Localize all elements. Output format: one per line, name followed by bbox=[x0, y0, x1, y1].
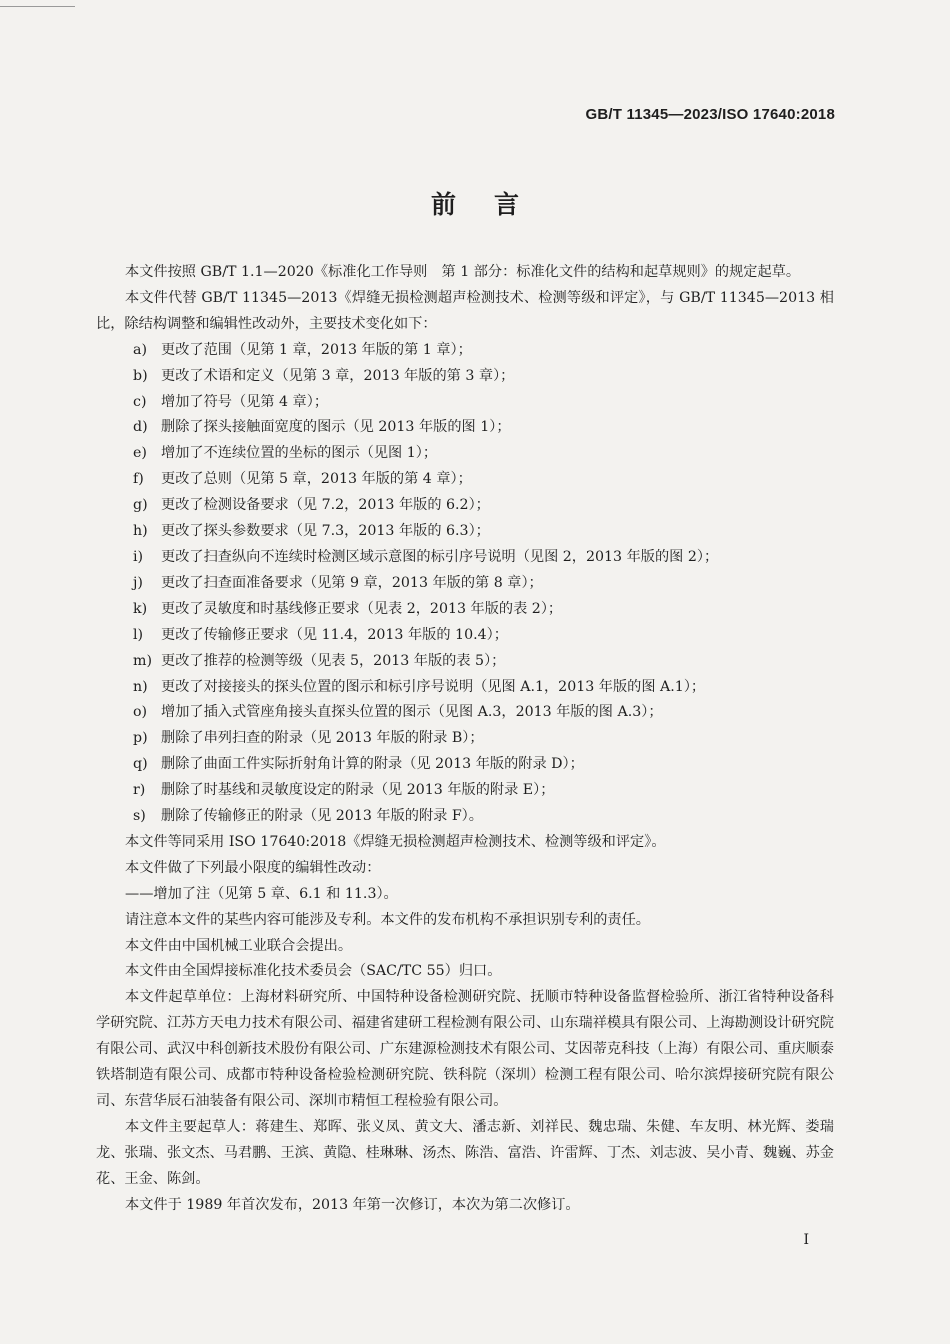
list-item-label: s) bbox=[133, 808, 146, 825]
list-item-text: 增加了不连续位置的坐标的图示（见图 1）； bbox=[161, 445, 438, 462]
list-item bbox=[96, 441, 834, 467]
intro-paragraph-1: 本文件按照 GB/T 1.1—2020《标准化工作导则 第 1 部分：标准化文件的结构和起草规则》的规定起草。 bbox=[125, 264, 801, 280]
list-item bbox=[96, 675, 834, 701]
list-item bbox=[96, 338, 834, 364]
list-item bbox=[96, 415, 834, 441]
list-item bbox=[96, 545, 834, 571]
list-item-text: 删除了串列扫查的附录（见 2013 年版的附录 B）； bbox=[161, 730, 484, 747]
publication-history: 本文件于 1989 年首次发布，2013 年第一次修订，本次为第二次修订。 bbox=[125, 1196, 580, 1213]
list-item-label: k) bbox=[133, 600, 148, 617]
equivalence-statement: 本文件等同采用 ISO 17640:2018《焊缝无损检测超声检测技术、检测等级和评定》。 bbox=[125, 833, 666, 850]
list-item bbox=[96, 726, 834, 752]
list-item bbox=[96, 364, 834, 390]
list-item-label: f) bbox=[133, 471, 144, 488]
list-item-label: l) bbox=[133, 626, 144, 643]
editorial-intro: 本文件做了下列最小限度的编辑性改动： bbox=[125, 859, 381, 876]
list-item-text: 更改了对接接头的探头位置的图示和标引序号说明（见图 A.1，2013 年版的图 A.1）； bbox=[161, 678, 706, 695]
list-item-label: q) bbox=[133, 756, 148, 773]
list-item-label: h) bbox=[133, 523, 148, 540]
list-item-label: g) bbox=[133, 497, 148, 514]
list-item-label: r) bbox=[133, 782, 146, 799]
list-item-label: e) bbox=[133, 445, 147, 462]
list-item-text: 更改了推荐的检测等级（见表 5，2013 年版的表 5）； bbox=[161, 652, 506, 669]
list-item-text: 删除了探头接触面宽度的图示（见 2013 年版的图 1）； bbox=[161, 419, 511, 436]
list-item bbox=[96, 804, 834, 830]
list-item-text: 更改了范围（见第 1 章，2013 年版的第 1 章）； bbox=[161, 341, 472, 358]
list-item-text: 增加了符号（见第 4 章）； bbox=[161, 393, 329, 410]
foreword-body bbox=[96, 260, 834, 1219]
list-item-label: i) bbox=[133, 548, 144, 565]
list-item bbox=[96, 467, 834, 493]
list-item-text: 更改了总则（见第 5 章，2013 年版的第 4 章）； bbox=[161, 471, 472, 488]
list-item-text: 更改了探头参数要求（见 7.3，2013 年版的 6.3）； bbox=[161, 523, 490, 540]
list-item-text: 删除了曲面工件实际折射角计算的附录（见 2013 年版的附录 D）； bbox=[161, 756, 584, 773]
list-item-label: p) bbox=[133, 730, 148, 747]
page-title: 前言 bbox=[430, 190, 557, 219]
list-item bbox=[96, 700, 834, 726]
list-item-text: 更改了术语和定义（见第 3 章，2013 年版的第 3 章）； bbox=[161, 367, 515, 384]
list-item-text: 删除了传输修正的附录（见 2013 年版的附录 F）。 bbox=[161, 808, 483, 825]
list-item bbox=[96, 597, 834, 623]
changes-list bbox=[96, 338, 834, 830]
list-item bbox=[96, 571, 834, 597]
list-item-text: 更改了扫查面准备要求（见第 9 章，2013 年版的第 8 章）； bbox=[161, 574, 543, 591]
list-item bbox=[96, 519, 834, 545]
list-item bbox=[96, 649, 834, 675]
list-item-text: 更改了扫查纵向不连续时检测区域示意图的标引序号说明（见图 2，2013 年版的图 2）； bbox=[161, 548, 719, 565]
editorial-item: ——增加了注（见第 5 章、6.1 和 11.3）。 bbox=[125, 885, 398, 902]
list-item-label: o) bbox=[133, 704, 148, 721]
list-item bbox=[96, 623, 834, 649]
list-item-text: 更改了检测设备要求（见 7.2，2013 年版的 6.2）； bbox=[161, 497, 490, 514]
list-item bbox=[96, 390, 834, 416]
list-item bbox=[96, 778, 834, 804]
list-item-text: 增加了插入式管座角接头直探头位置的图示（见图 A.3，2013 年版的图 A.3）； bbox=[161, 704, 663, 721]
list-item bbox=[96, 493, 834, 519]
list-item-label: m) bbox=[133, 652, 152, 669]
drafters: 本文件主要起草人：蒋建生、郑晖、张义凤、黄文大、潘志新、刘祥民、魏忠瑞、朱健、车友明、林光辉、娄瑞龙、张瑞、张文杰、马君鹏、王滨、黄隐、桂琳琳、汤杰、陈浩、富浩、许雷辉、丁杰、刘志波、吴小青、魏巍、苏金花、王金、陈剑。 bbox=[96, 1118, 834, 1187]
list-item-label: c) bbox=[133, 393, 147, 410]
proposed-by: 本文件由中国机械工业联合会提出。 bbox=[125, 937, 353, 954]
list-item-text: 更改了灵敏度和时基线修正要求（见表 2，2013 年版的表 2）； bbox=[161, 600, 563, 617]
list-item-label: n) bbox=[133, 678, 148, 695]
list-item-label: b) bbox=[133, 367, 148, 384]
scan-edge-mark bbox=[0, 0, 75, 7]
standard-number-header: GB/T 11345—2023/ISO 17640:2018 bbox=[585, 106, 835, 123]
intro-paragraph-2: 本文件代替 GB/T 11345—2013《焊缝无损检测超声检测技术、检测等级和评定》，与 GB/T 11345—2013 相比，除结构调整和编辑性改动外，主要技术变化如下： bbox=[96, 289, 834, 332]
list-item-label: d) bbox=[133, 419, 148, 436]
list-item-text: 更改了传输修正要求（见 11.4，2013 年版的 10.4）； bbox=[161, 626, 508, 643]
list-item-label: j) bbox=[133, 574, 143, 591]
centralized-by: 本文件由全国焊接标准化技术委员会（SAC/TC 55）归口。 bbox=[125, 963, 502, 980]
list-item-text: 删除了时基线和灵敏度设定的附录（见 2013 年版的附录 E）； bbox=[161, 782, 555, 799]
patent-notice: 请注意本文件的某些内容可能涉及专利。本文件的发布机构不承担识别专利的责任。 bbox=[125, 911, 650, 928]
drafting-units: 本文件起草单位：上海材料研究所、中国特种设备检测研究院、抚顺市特种设备监督检验所、浙江省特种设备科学研究院、江苏方天电力技术有限公司、福建省建研工程检测有限公司、山东瑞祥模具有限公司、上海勘测设计研究院有限公司、武汉中科创新技术股份有限公司、广东建源检测技术有限公司、艾因蒂克科技（上海）有限公司、重庆顺泰铁塔制造有限公司、成都市特种设备检验检测研究院、铁科院（深圳）检测工程有限公司、哈尔滨焊接研究院有限公司、东营华辰石油装备有限公司、深圳市精恒工程检验有限公司。 bbox=[96, 989, 834, 1109]
list-item bbox=[96, 752, 834, 778]
list-item-label: a) bbox=[133, 341, 147, 358]
page-number: I bbox=[803, 1232, 809, 1248]
